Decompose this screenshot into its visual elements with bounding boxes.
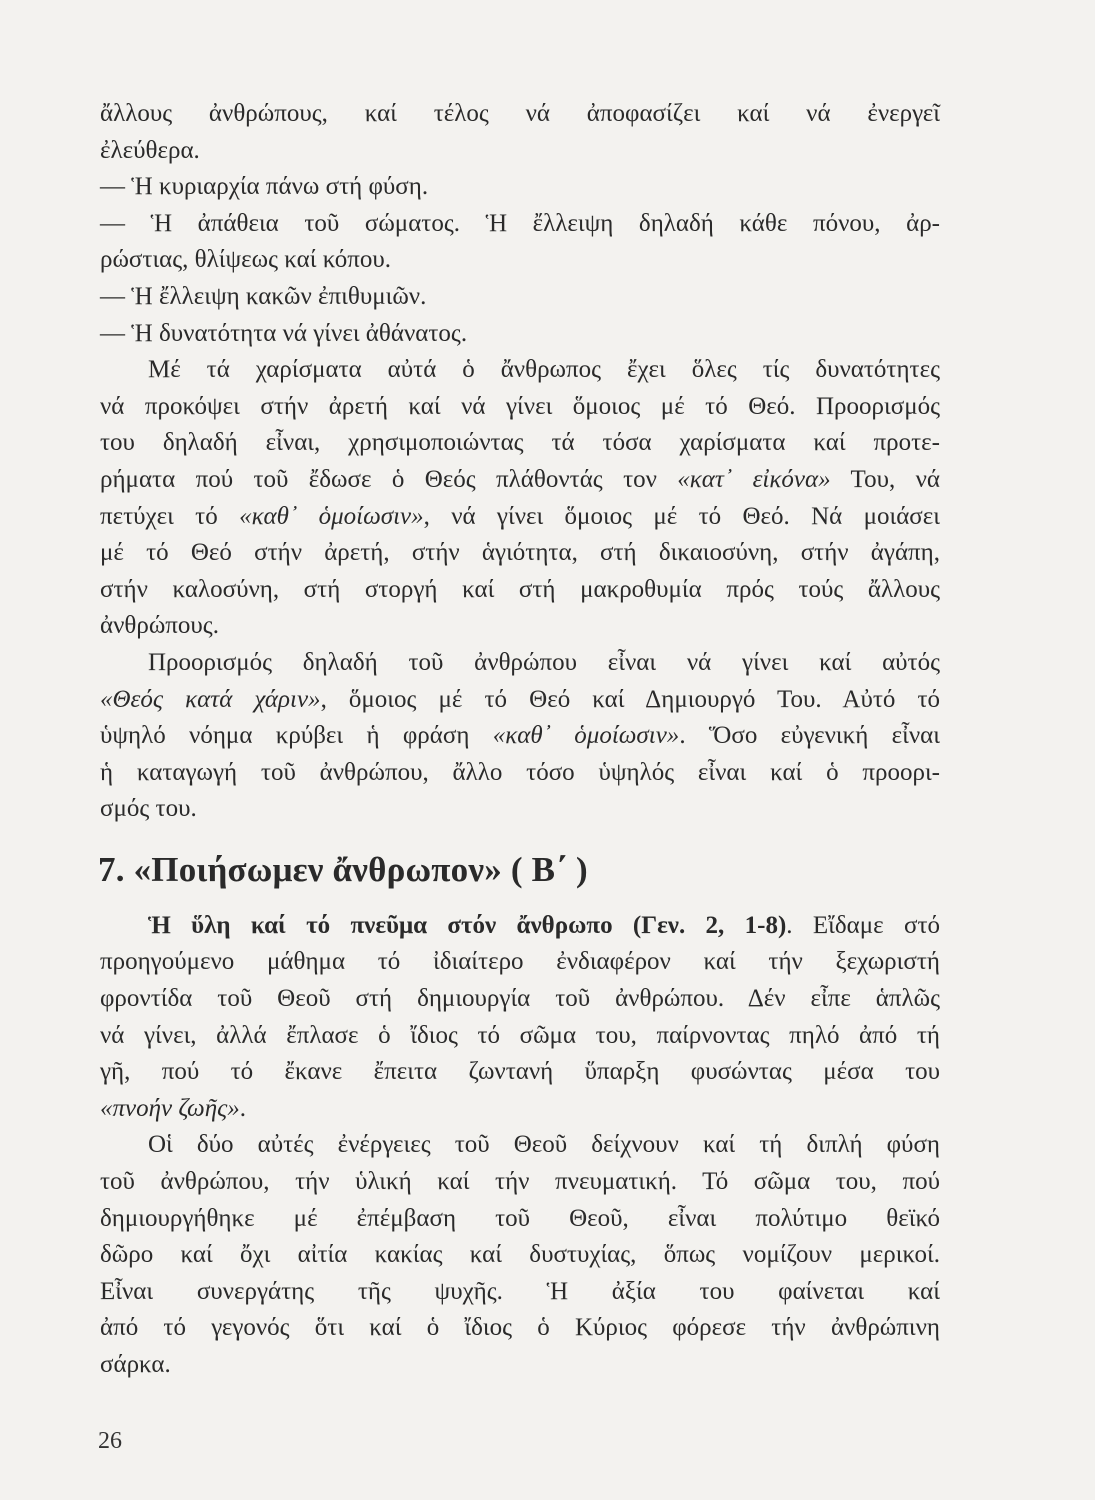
text-line: ἄλλους ἀνθρώπους, καί τέλος νά ἀποφασίζει καί νά ἐνεργεῖ — [100, 100, 940, 127]
text-span: . Εἴδαμε στό — [786, 911, 940, 939]
page-number: 26 — [98, 1428, 122, 1454]
text-line: στήν καλοσύνη, στή στοργή καί στή μακροθυμία πρός τούς ἄλλους — [100, 575, 940, 603]
text-line: νά γίνει, ἀλλά ἔπλασε ὁ ἴδιος τό σῶμα του, παίρνοντας πηλό ἀπό τή — [100, 1021, 940, 1049]
text-span: . — [239, 1094, 247, 1122]
paragraph-start — [100, 908, 940, 945]
quote-pnoin-zois: «πνοήν ζωῆς» — [100, 1094, 240, 1122]
text-span: Του, νά — [850, 465, 940, 493]
text-line: ἐλεύθερα. — [100, 136, 200, 164]
subheading: Ἡ ὕλη καί τό πνεῦμα στόν ἄνθρωπο (Γεν. 2, 1-8) — [148, 911, 787, 939]
text-line: ἡ καταγωγή τοῦ ἀνθρώπου, ἄλλο τόσο ὑψηλός εἶναι καί ὁ προορι- — [100, 758, 940, 786]
text-span: ρήματα πού τοῦ ἔδωσε ὁ Θεός πλάθοντάς τον — [100, 465, 657, 493]
paragraph-start: Μέ τά χαρίσματα αὐτά ὁ ἄνθρωπος ἔχει ὅλες τίς δυνατότητες — [148, 356, 940, 384]
text-line — [100, 682, 940, 719]
section-heading: 7. «Ποιήσωμεν ἄνθρωπον» ( Β΄ ) — [98, 849, 588, 889]
quote-kath-omoiosin: «καθ᾽ ὁμοίωσιν» — [239, 502, 424, 530]
list-item: — Ἡ δυνατότητα νά γίνει ἀθάνατος. — [100, 319, 468, 347]
text-line: Εἶναι συνεργάτης τῆς ψυχῆς. Ἡ ἀξία του φαίνεται καί — [100, 1277, 940, 1305]
list-item: — Ἡ ἔλλειψη κακῶν ἐπιθυμιῶν. — [100, 282, 427, 310]
page-text — [100, 96, 940, 1384]
text-line: δημιουργήθηκε μέ ἐπέμβαση τοῦ Θεοῦ, εἶναι πολύτιμο θεϊκό — [100, 1204, 940, 1232]
text-line: φροντίδα τοῦ Θεοῦ στή δημιουργία τοῦ ἀνθρώπου. Δέν εἶπε ἁπλῶς — [100, 985, 940, 1013]
text-line: ἀνθρώπους. — [100, 612, 219, 640]
text-line: δῶρο καί ὄχι αἰτία κακίας καί δυστυχίας, ὅπως νομίζουν μερικοί. — [100, 1241, 940, 1269]
quote-kat-eikona: «κατ᾽ εἰκόνα» — [677, 465, 831, 493]
text-line: προηγούμενο μάθημα τό ἰδιαίτερο ἐνδιαφέρον καί τήν ξεχωριστή — [100, 948, 940, 976]
text-line: ἀπό τό γεγονός ὅτι καί ὁ ἴδιος ὁ Κύριος φόρεσε τήν ἀνθρώπινη — [100, 1314, 940, 1342]
text-span: ὑψηλό νόημα κρύβει ἡ φράση — [100, 722, 470, 750]
text-line — [100, 1091, 940, 1128]
quote-theos-kata-charin: «Θεός κατά χάριν» — [100, 685, 321, 713]
text-line: νά προκόψει στήν ἀρετή καί νά γίνει ὅμοιος μέ τό Θεό. Προορισμός — [100, 392, 940, 420]
text-line: ρώστιας, θλίψεως καί κόπου. — [100, 246, 392, 274]
text-span: , ὅμοιος μέ τό Θεό καί Δημιουργό Του. Αὐτό τό — [320, 685, 940, 713]
list-item: — Ἡ κυριαρχία πάνω στή φύση. — [100, 173, 429, 201]
text-line: του δηλαδή εἶναι, χρησιμοποιώντας τά τόσα χαρίσματα καί προτε- — [100, 429, 940, 457]
text-line — [100, 462, 940, 499]
text-span: πετύχει τό — [100, 502, 218, 530]
text-line: μέ τό Θεό στήν ἀρετή, στήν ἁγιότητα, στή δικαιοσύνη, στήν ἀγάπη, — [100, 539, 940, 567]
text-line: σάρκα. — [100, 1351, 171, 1378]
text-line: γῆ, πού τό ἔκανε ἔπειτα ζωντανή ὕπαρξη φυσώντας μέσα του — [100, 1058, 940, 1086]
paragraph-start: Προορισμός δηλαδή τοῦ ἀνθρώπου εἶναι νά γίνει καί αὐτός — [148, 648, 940, 676]
paragraph-start: Οἱ δύο αὐτές ἐνέργειες τοῦ Θεοῦ δείχνουν καί τή διπλή φύση — [148, 1131, 940, 1159]
text-span: , νά γίνει ὅμοιος μέ τό Θεό. Νά μοιάσει — [423, 502, 940, 530]
text-line — [100, 499, 940, 536]
text-line: σμός του. — [100, 795, 197, 823]
text-line: τοῦ ἀνθρώπου, τήν ὑλική καί τήν πνευματική. Τό σῶμα του, πού — [100, 1168, 940, 1196]
quote-kath-omoiosin: «καθ᾽ ὁμοίωσιν» — [492, 722, 680, 750]
text-span: . Ὅσο εὐγενική εἶναι — [679, 722, 941, 750]
text-line — [100, 718, 940, 755]
list-item: — Ἡ ἀπάθεια τοῦ σώματος. Ἡ ἔλλειψη δηλαδή κάθε πόνου, ἀρ- — [100, 209, 940, 237]
